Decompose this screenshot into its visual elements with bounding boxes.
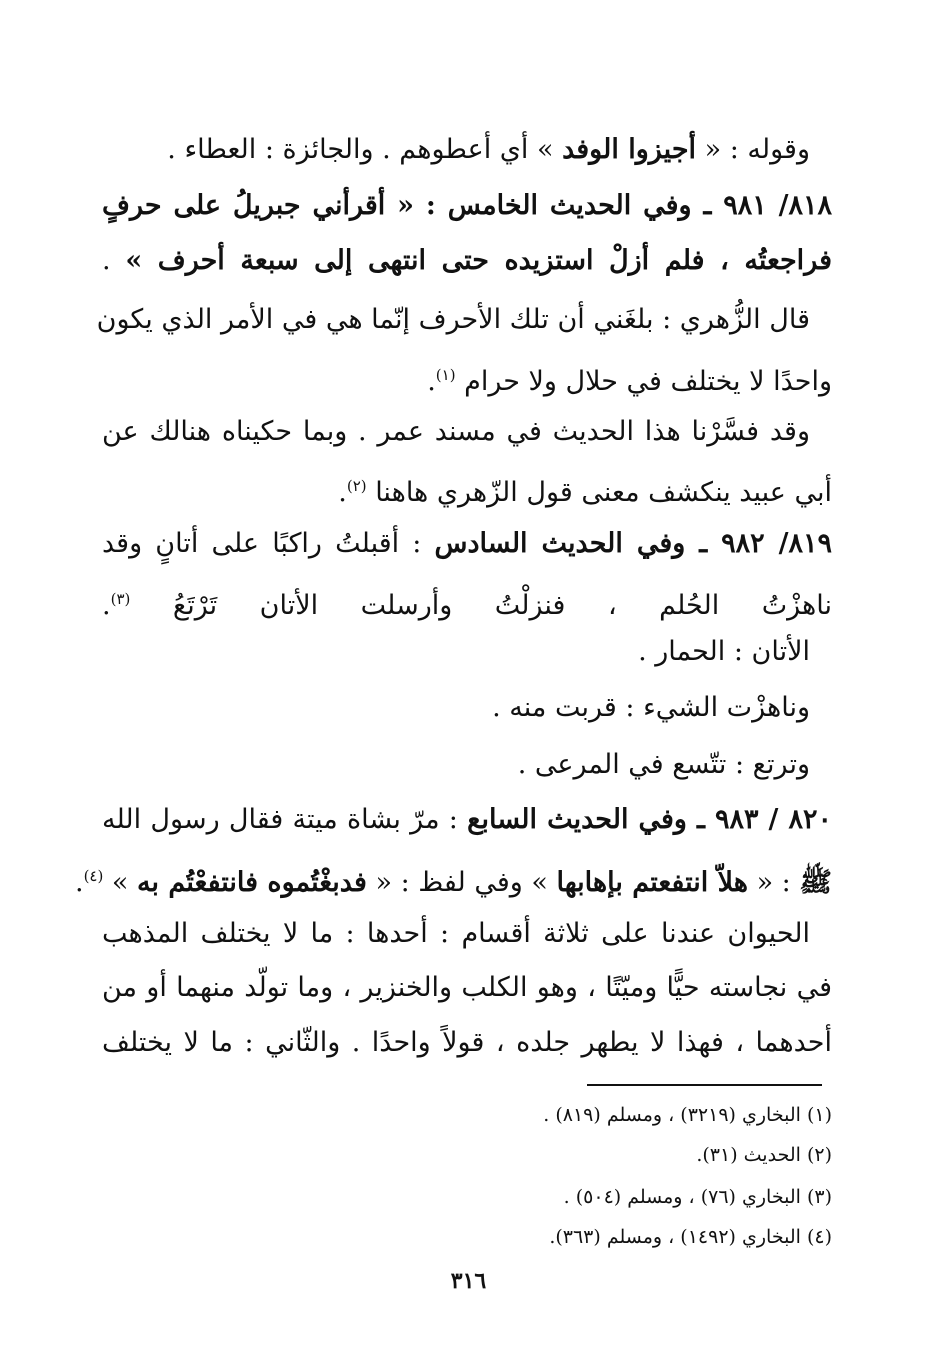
footnote-marker: (٢) xyxy=(346,477,367,495)
text-line xyxy=(102,1023,832,1063)
text-run: . xyxy=(74,867,84,898)
bold-text: هلاّ انتفعتم بإهابها xyxy=(556,867,748,898)
text-run: أبي عبيد ينكشف معنى قول الزّهري هاهنا xyxy=(366,477,832,508)
text-run: » أي أعطوهم . والجائزة : العطاء . xyxy=(167,134,563,165)
footnote: (٢) الحديث (٣١). xyxy=(696,1144,832,1166)
bold-text: ٨١٩/ ٩٨٢ ـ وفي الحديث السادس xyxy=(434,528,833,559)
text-line xyxy=(102,968,832,1008)
text-run: : أقبلتُ راكبًا على أتانٍ وقد xyxy=(102,528,435,559)
bold-text: فراجعتُه ، فلم أزلْ استزيده حتى انتهى إلى سبعة أحرف » xyxy=(125,245,832,276)
footnote-separator xyxy=(587,1084,822,1086)
text-line xyxy=(102,466,832,513)
text-line xyxy=(102,800,832,840)
bold-text: ٨٢٠ / ٩٨٣ ـ وفي الحديث السابع xyxy=(467,804,832,835)
footnote: (١) البخاري (٣٢١٩) ، ومسلم (٨١٩) . xyxy=(543,1104,832,1126)
text-line xyxy=(102,186,832,226)
text-line xyxy=(102,241,832,281)
text-run: واحدًا لا يختلف في حلال ولا حرام xyxy=(455,366,832,397)
text-run: وقد فسَّرْنا هذا الحديث في مسند عمر . وبما حكيناه هنالك عن xyxy=(102,416,810,447)
text-run: : « xyxy=(748,867,800,898)
text-run: وترتع : تتّسع في المرعى . xyxy=(517,749,810,780)
text-run: . xyxy=(427,366,436,397)
text-line xyxy=(102,688,832,728)
text-run: : مرّ بشاة ميتة فقال رسول الله xyxy=(102,804,468,835)
text-run: الحيوان عندنا على ثلاثة أقسام : أحدها : ما لا يختلف المذهب xyxy=(102,918,810,949)
text-line xyxy=(102,632,832,672)
footnote: (٤) البخاري (١٤٩٢) ، ومسلم (٣٦٣). xyxy=(549,1226,832,1248)
text-run: وناهزْت الشيء : قربت منه . xyxy=(492,692,810,723)
text-run: وقوله : « xyxy=(696,134,810,165)
text-line xyxy=(96,300,832,340)
text-run: . xyxy=(102,590,111,621)
page-number: ٣١٦ xyxy=(450,1268,487,1294)
text-run: . xyxy=(102,245,126,276)
bold-text: ﷺ xyxy=(799,867,832,898)
text-run: ناهزْتُ الحُلم ، فنزلْتُ وأرسلت الأتان تَرْتَعُ xyxy=(130,590,832,621)
footnote-marker: (٣) xyxy=(110,590,131,608)
text-line xyxy=(102,579,832,626)
text-line xyxy=(102,412,832,452)
text-line xyxy=(102,355,832,402)
bold-text: أجيزوا الوفد xyxy=(562,134,697,165)
bold-text: فدبغْتُموه فانتفعْتُم به xyxy=(137,867,367,898)
text-run: أحدهما ، فهذا لا يطهر جلده ، قولاً واحدًا . والثّاني : ما لا يختلف xyxy=(102,1027,832,1058)
text-run: » وفي لفظ : « xyxy=(366,867,557,898)
footnote-marker: (٤) xyxy=(83,867,104,885)
text-run: قال الزُّهري : بلغَني أن تلك الأحرف إنّما هي في الأمر الذي يكون xyxy=(96,304,810,335)
footnote-marker: (١) xyxy=(435,366,456,384)
text-run: الأتان : الحمار . xyxy=(638,636,810,667)
text-line xyxy=(102,745,832,785)
text-line xyxy=(102,130,832,170)
text-line xyxy=(102,914,832,954)
footnote: (٣) البخاري (٧٦) ، ومسلم (٥٠٤) . xyxy=(563,1186,832,1208)
text-run: في نجاسته حيًّا وميّتًا ، وهو الكلب والخنزير ، وما تولّد منهما أو من xyxy=(102,972,832,1003)
bold-text: ٨١٨/ ٩٨١ ـ وفي الحديث الخامس : « أقرأني جبريلُ على حرفٍ xyxy=(102,190,833,221)
text-line xyxy=(102,524,832,564)
text-run: » xyxy=(103,867,138,898)
text-line xyxy=(74,856,832,903)
text-run: . xyxy=(338,477,347,508)
